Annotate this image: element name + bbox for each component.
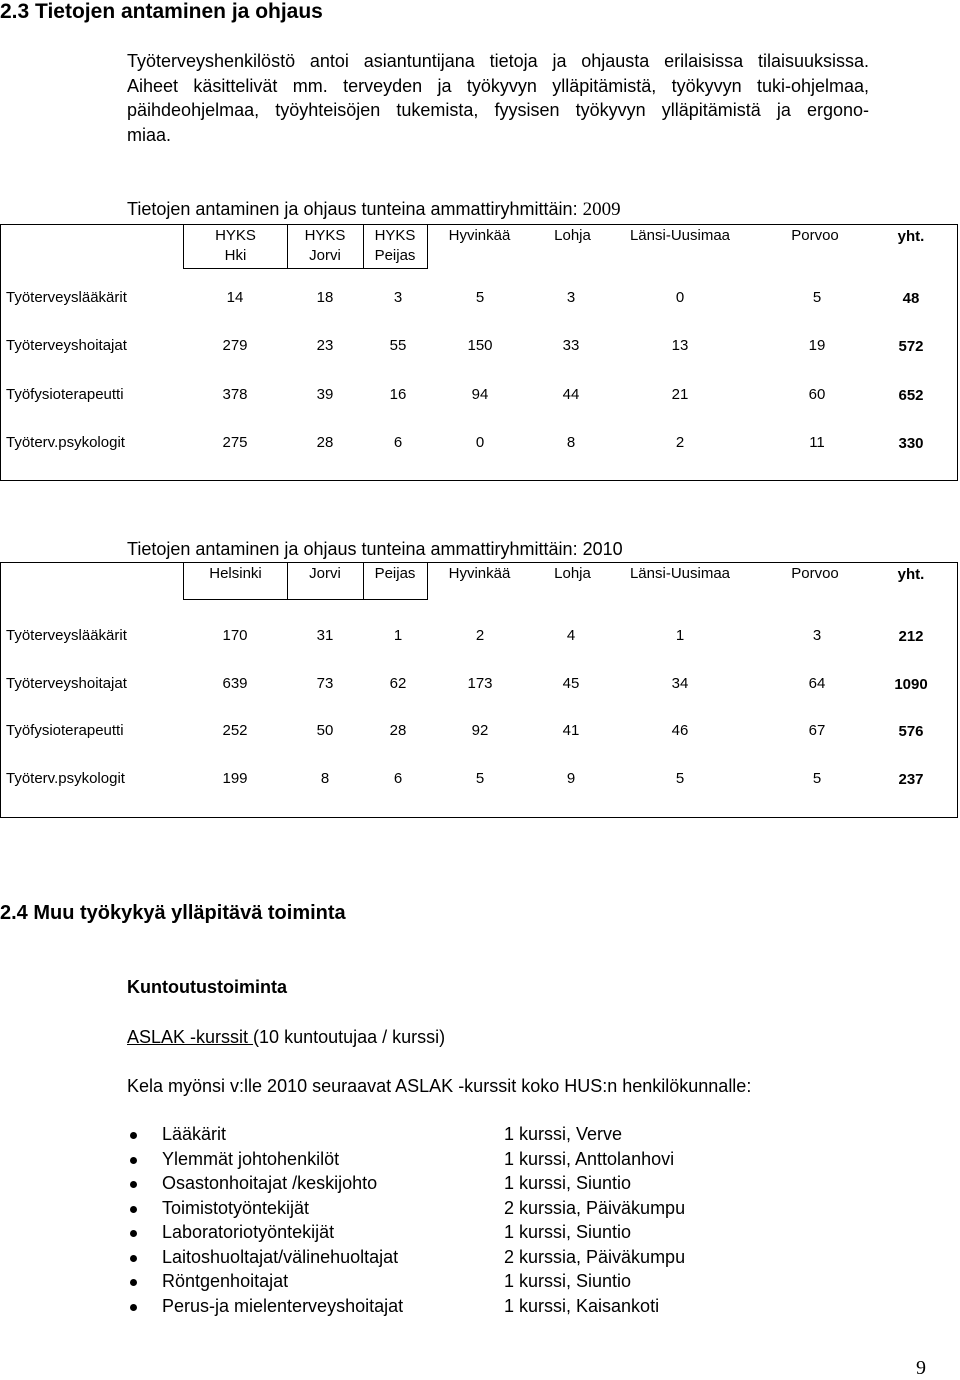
table-cell: 44: [562, 386, 580, 403]
course-detail: 1 kurssi, Siuntio: [504, 1173, 632, 1193]
page-number: 9: [916, 1357, 926, 1379]
table-cell: 6: [393, 770, 403, 787]
col-header: Porvoo: [791, 227, 839, 244]
table-cell: 39: [316, 386, 334, 403]
table-cell: 73: [316, 675, 334, 692]
row-label: Työfysioterapeutti: [6, 722, 124, 739]
table-cell: 275: [222, 434, 248, 451]
table-cell: 8: [566, 434, 576, 451]
row-label: Työterveyshoitajat: [6, 675, 127, 692]
table-cell: 13: [671, 337, 689, 354]
table-cell: 252: [222, 722, 248, 739]
row-label: Työfysioterapeutti: [6, 386, 124, 403]
table-cell-total: 1090: [894, 676, 928, 693]
table-cell: 92: [471, 722, 489, 739]
table-cell: 173: [467, 675, 493, 692]
col-header: HYKS Jorvi: [304, 227, 346, 264]
table-cell: 23: [316, 337, 334, 354]
row-label: Työterveyshoitajat: [6, 337, 127, 354]
col-header: Jorvi: [309, 565, 341, 582]
col-header: Peijas: [374, 565, 416, 582]
table-cell: 5: [475, 289, 485, 306]
course-group: Laitoshuoltajat/välinehuoltajat: [162, 1246, 399, 1267]
bullet-icon: [130, 1132, 137, 1139]
table-cell: 279: [222, 337, 248, 354]
col-header: Länsi-Uusimaa: [629, 565, 731, 582]
bullet-icon: [130, 1230, 137, 1237]
table-cell: 2: [675, 434, 685, 451]
table-cell: 33: [562, 337, 580, 354]
table-cell-total: 652: [898, 387, 924, 404]
header-bottom-line: [183, 599, 428, 600]
course-group: Lääkärit: [162, 1124, 227, 1144]
course-detail: 2 kurssia, Päiväkumpu: [504, 1246, 686, 1267]
table-cell: 5: [812, 289, 822, 306]
table-cell: 170: [222, 627, 248, 644]
col-header: HYKS Hki: [215, 227, 256, 264]
col-header: Hyvinkää: [448, 565, 511, 582]
table-cell-total: 237: [898, 771, 924, 788]
row-label: Työterveyslääkärit: [6, 627, 127, 644]
table-cell: 31: [316, 627, 334, 644]
table-cell: 2: [475, 627, 485, 644]
table-cell-total: 330: [898, 435, 924, 452]
header-divider: [183, 224, 184, 269]
table-cell: 62: [389, 675, 407, 692]
table-cell: 46: [671, 722, 689, 739]
table-cell: 3: [566, 289, 576, 306]
intro-line: päihdeohjelmaa, työyhteisöjen tukemista, fyysisen työkyvyn ylläpitämistä ja ergono-: [127, 100, 869, 120]
table-2009-caption: [127, 199, 621, 221]
table-cell: 28: [316, 434, 334, 451]
header-divider: [183, 562, 184, 600]
course-group: Perus-ja mielenterveyshoitajat: [162, 1295, 404, 1316]
table-cell: 5: [475, 770, 485, 787]
course-detail: 1 kurssi, Kaisankoti: [504, 1295, 660, 1316]
table-cell: 60: [808, 386, 826, 403]
table-cell: 5: [675, 770, 685, 787]
table-cell-total: 212: [898, 628, 924, 645]
col-header: Porvoo: [791, 565, 839, 582]
aslak-link[interactable]: ASLAK -kurssit: [127, 1027, 254, 1047]
intro-paragraph: [127, 49, 869, 147]
subheading-kuntoutustoiminta: Kuntoutustoiminta: [127, 977, 287, 997]
table-cell: 150: [467, 337, 493, 354]
table-cell: 0: [475, 434, 485, 451]
table-cell: 55: [389, 337, 407, 354]
bullet-icon: [130, 1206, 137, 1213]
col-header: Länsi-Uusimaa: [629, 227, 731, 244]
course-group: Laboratoriotyöntekijät: [162, 1222, 335, 1242]
table-cell: 21: [671, 386, 689, 403]
bullet-icon: [130, 1157, 137, 1164]
course-detail: 1 kurssi, Siuntio: [504, 1222, 632, 1242]
table-cell: 14: [226, 289, 244, 306]
bullet-icon: [130, 1181, 137, 1188]
course-group: Röntgenhoitajat: [162, 1271, 289, 1291]
table-cell: 378: [222, 386, 248, 403]
table-2010-caption: Tietojen antaminen ja ohjaus tunteina ammattiryhmittäin: 2010: [127, 539, 623, 559]
table-cell-total: 572: [898, 338, 924, 355]
table-cell: 19: [808, 337, 826, 354]
table-cell: 5: [812, 770, 822, 787]
kela-text: Kela myönsi v:lle 2010 seuraavat ASLAK -kurssit koko HUS:n henkilökunnalle:: [127, 1076, 752, 1096]
bullet-icon: [130, 1279, 137, 1286]
header-divider: [427, 562, 428, 600]
table-cell: 41: [562, 722, 580, 739]
col-header: Lohja: [554, 565, 591, 582]
table-cell: 16: [389, 386, 407, 403]
course-group: Osastonhoitajat /keskijohto: [162, 1173, 378, 1193]
section-heading-2-4: 2.4 Muu työkykyä ylläpitävä toiminta: [0, 902, 346, 924]
table-cell-total: 48: [902, 290, 920, 307]
table-cell: 64: [808, 675, 826, 692]
course-detail: 1 kurssi, Siuntio: [504, 1271, 632, 1291]
col-header: HYKS Peijas: [374, 227, 416, 264]
course-detail: 1 kurssi, Verve: [504, 1124, 623, 1144]
intro-line: miaa.: [127, 124, 172, 145]
table-cell: 1: [675, 627, 685, 644]
col-header: Lohja: [554, 227, 591, 244]
table-cell: 1: [393, 627, 403, 644]
table-cell: 3: [812, 627, 822, 644]
table-cell: 34: [671, 675, 689, 692]
table-cell: 6: [393, 434, 403, 451]
bullet-icon: [130, 1304, 137, 1311]
row-label: Työterveyslääkärit: [6, 289, 127, 306]
table-cell: 8: [320, 770, 330, 787]
col-header-total: yht.: [897, 566, 925, 583]
table-cell: 9: [566, 770, 576, 787]
col-header-total: yht.: [897, 228, 925, 245]
aslak-note: (10 kuntoutujaa / kurssi): [253, 1027, 446, 1047]
table-cell: 0: [675, 289, 685, 306]
section-heading-2-3: 2.3 Tietojen antaminen ja ohjaus: [0, 0, 323, 23]
course-group: Toimistotyöntekijät: [162, 1197, 310, 1218]
bullet-icon: [130, 1255, 137, 1262]
header-bottom-line: [183, 268, 428, 269]
col-header: Helsinki: [209, 565, 262, 582]
table-cell: 94: [471, 386, 489, 403]
intro-line: Työterveyshenkilöstö antoi asiantuntijana tietoja ja ohjausta erilaisissa tilaisuuksissa.: [127, 51, 869, 71]
table-cell: 50: [316, 722, 334, 739]
table-cell: 4: [566, 627, 576, 644]
table-cell: 18: [316, 289, 334, 306]
table-cell: 28: [389, 722, 407, 739]
intro-line: Aiheet käsittelivät mm. terveyden ja työkyvyn ylläpitämistä, työkyvyn tuki-ohjelmaa,: [127, 75, 869, 96]
table-cell: 199: [222, 770, 248, 787]
table-cell: 67: [808, 722, 826, 739]
table-cell: 11: [809, 434, 825, 451]
header-divider: [427, 224, 428, 269]
row-label: Työterv.psykologit: [6, 770, 125, 787]
table-cell: 3: [393, 289, 403, 306]
course-detail: 2 kurssia, Päiväkumpu: [504, 1197, 686, 1218]
table-cell: 45: [562, 675, 580, 692]
col-header: Hyvinkää: [448, 227, 511, 244]
course-detail: 1 kurssi, Anttolanhovi: [504, 1148, 675, 1169]
table-cell: 639: [222, 675, 248, 692]
table-2009-caption-text: Tietojen antaminen ja ohjaus tunteina ammattiryhmittäin:: [127, 199, 583, 219]
table-2009-caption-year: 2009: [582, 199, 621, 220]
course-group: Ylemmät johtohenkilöt: [162, 1148, 340, 1169]
table-cell-total: 576: [898, 723, 924, 740]
aslak-line: [127, 1027, 445, 1048]
row-label: Työterv.psykologit: [6, 434, 125, 451]
